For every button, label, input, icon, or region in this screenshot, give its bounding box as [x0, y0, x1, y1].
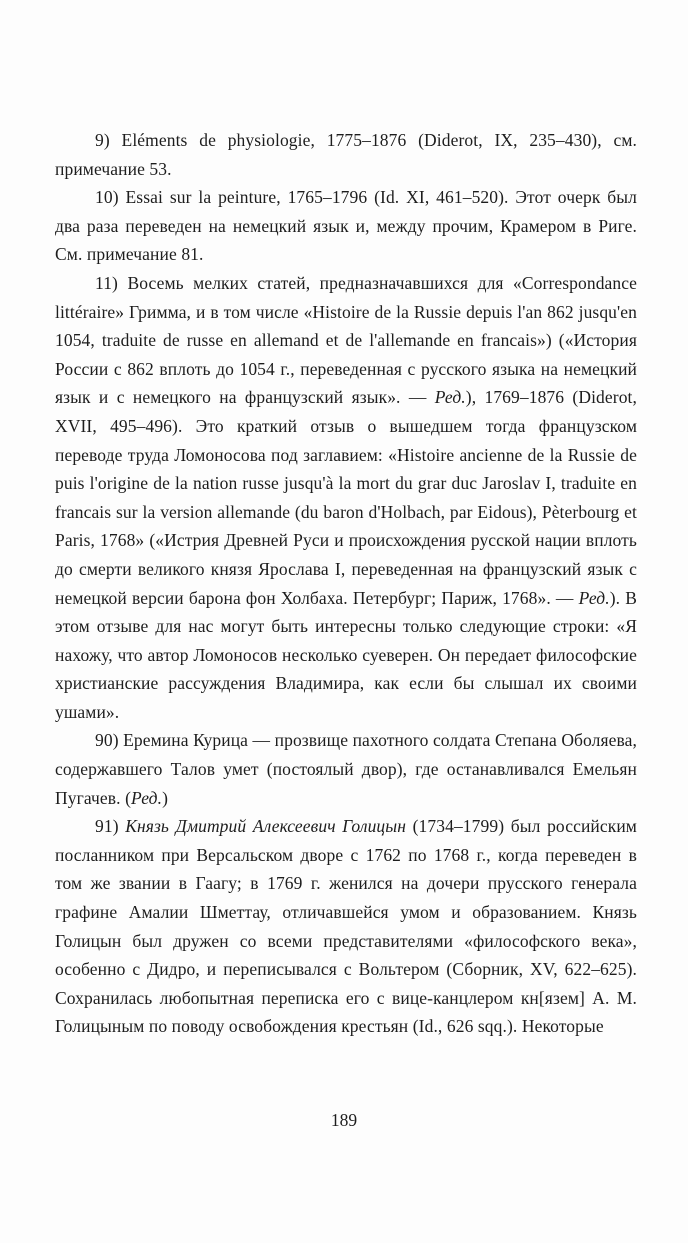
note-segment-italic: Князь Дмитрий Алексеевич Голицын: [125, 816, 407, 837]
note-segment-italic: Ред.: [578, 587, 610, 608]
note-segment-italic: Ред.: [131, 787, 163, 808]
note-segment: (1734–1799) был российским посланником при Версальском дворе с 1762 по 1768 г., когда переведен в том же звании в Гаагу; в 1769 г. женился на дочери прусского генерала графине Амалии Шметтау, отличавшейся умом и образованием. Князь Голицын был дружен со всеми представителями «философского века», особенно с Дидро, и переписывался с Вольтером (Сборник, XV, 622–625). Сохранилась любопытная переписка его с вице-канцлером кн[язем] А. М. Голицыным по поводу освобождения крестьян (Id., 626 sqq.). Некоторые: [55, 816, 637, 1037]
page-number: 189: [330, 1110, 358, 1130]
note-segment: ): [162, 787, 169, 808]
note-segment: 11) Восемь мелких статей, предназначавшихся для «Correspondance littéraire» Гримма, и в том числе «Histoire de la Russie depuis l'an 862 jusqu'en 1054, traduite de russe en allemand et de l'allemande en francais») («История России с 862 вплоть до 1054 г., переведенная с русского языка на немецкий язык и с немецкого на французский язык». —: [55, 272, 637, 408]
note-paragraph: [55, 269, 637, 727]
note-paragraph: [55, 812, 637, 1041]
note-paragraph: [55, 726, 637, 812]
note-segment-italic: Ред.: [434, 387, 466, 408]
note-segment: 10) Essai sur la peinture, 1765–1796 (Id. XI, 461–520). Этот очерк был два раза переведен на немецкий язык и, между прочим, Крамером в Риге. См. примечание 81.: [55, 187, 637, 265]
note-segment: 91): [95, 816, 126, 837]
note-segment: 90) Еремина Курица — прозвище пахотного солдата Степана Оболяева, содержавшего Талов умет (постоялый двор), где останавливался Емельян Пугачев. (: [55, 730, 637, 808]
note-paragraph: [55, 126, 637, 183]
note-paragraph: [55, 183, 637, 269]
note-segment: 9) Eléments de physiologie, 1775–1876 (Diderot, IX, 235–430), см. примечание 53.: [55, 130, 637, 179]
note-segment: ), 1769–1876 (Diderot, XVII, 495–496). Это краткий отзыв о вышедшем тогда французском переводе труда Ломоносова под заглавием: «Histoire ancienne de la Russie de puis l'origine de la nation russe jusqu'à la mort du grar duc Jaroslav I, traduite en francais sur la version allemande (du baron d'Holbach, par Eidous), Pèterbourg et Paris, 1768» («Истрия Древней Руси и происхождения русской нации вплоть до смерти великого князя Ярослава I, переведенная на французский язык с немецкой версии барона фон Холбаха. Петербург; Париж, 1768». —: [55, 387, 637, 608]
note-segment: ). В этом отзыве для нас могут быть интересны только следующие строки: «Я нахожу, что автор Ломоносов несколько суеверен. Он передает философские христианские рассуждения Владимира, как если бы слышал их своими ушами».: [55, 587, 637, 722]
notes-text: [55, 126, 637, 1041]
